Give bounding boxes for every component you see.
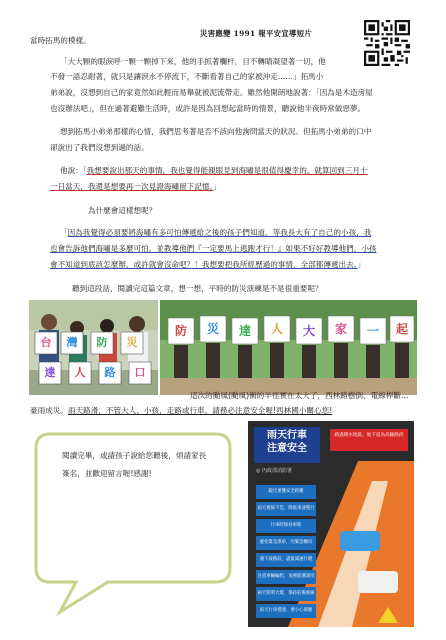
letter-card: 起 [395,322,408,336]
caption-highlight: 雨天路滑，不管大人、小孩，走路或行車，請務必注意安全喔!西林國小關心您! [67,406,333,415]
poster-title: 注意安全 [267,443,307,454]
letter-card: 人 [74,366,86,379]
highlighted-quote: 因為我覺得必須要將海嘯有多可怕傳遞給之後的孩子們知道。等我長大有了自己的小孩，我 [67,228,372,237]
text-line: 當時拓馬的模樣。 [30,36,91,45]
letter-card: 一 [366,324,379,338]
letter-card: 灣 [66,336,78,349]
poster-title: 雨天行車 [267,430,307,441]
caption-prefix: 豪雨成災。 [30,406,68,415]
letter-card: 人 [270,322,283,336]
photo-caption-line [30,404,332,418]
text-line: 為什麼會這樣想呢？ [88,206,157,215]
letter-card: 台 [40,336,52,349]
quote-prefix: 他說：「 [60,166,87,175]
quote-end: 」 [357,260,366,269]
letter-card: 口 [134,366,146,379]
poster-tip: 行車時保持車距 [256,519,316,533]
text-line [60,226,371,240]
letter-card: 達 [44,366,56,379]
poster-tip: 避免緊急煞車，勿緊急轉向 [256,536,316,550]
highlighted-quote: 會不知道到底該怎麼辦，或許就會沒命吧？！我想要把我所經歷過的事情，全部都傳遞出去。 [50,260,358,269]
poster-tip: 遇下坡路段，盡量減速行駛 [256,553,316,567]
highlighted-quote: 我想要說出那天的事情，我也覺得能親眼見到海嘯是很值得慶幸的。就算回到三月十 [86,166,368,175]
text-line [50,242,377,256]
bubble-line-2: 簽名，並歡迎留言喔!感謝! [62,469,152,478]
letter-card: 防 [174,324,187,338]
letter-card: 家 [334,322,347,336]
text-line [60,164,368,178]
letter-card: 災 [206,322,219,336]
highlighted-quote: 一日當天，我還是想要再一次見證海嘯留下記憶。 [50,182,214,191]
text-line: 聽到這段話，閱讀完這篇文章，想一想，平時的防災演練是不是很重要呢？ [72,284,323,293]
rain-safety-poster [248,421,414,627]
qr-code-icon [364,20,410,66]
poster-banner: 路過積水地區，地下道為高險路段 [334,433,404,438]
bubble-line-1: 閱讀完畢，或請孩子說給您聽後，煩請家長 [62,451,207,460]
text-line: 也沒辦法吧」，但在過著避難生活時，或許是因為回想起當時的情景，聽說他半夜時常做惡夢。 [50,104,366,113]
text-line: 想到拓馬小弟弟那樣的心情，我們思考著是否不該向他詢問當天的狀況。但拓馬小弟弟的口中 [60,127,372,136]
poster-tip: 雨天行車慢速，要小心駕駛 [256,604,316,618]
text-line: 「大大顆的眼淚呼一顆一顆掉下來，他的手抓著欄杆，目不轉睛凝望著一切，他 [60,57,326,66]
quote-prefix: 「 [60,228,68,237]
photo-caption-line: 這次的颱風(颱風)衝的半徑實在太大了，西林路樹倒、電線桿斷… [190,391,409,400]
text-line [50,180,221,194]
poster-tip: 範氏重疊安全距離 [256,485,316,499]
quote-end: 」 [213,182,221,191]
students-photo-right [160,300,417,395]
highlighted-quote: 也會告訴他們海嘯是多麼可怕，並教導他們『一定要馬上逃跑才行！』如果不好好教導他們，小孩 [50,244,377,253]
poster-tip: 注意車輛輪胎，加強胎溝深度 [256,570,316,584]
letter-card: 災 [126,336,138,349]
header-title: 災害應變 1991 報平安宣導短片 [200,29,313,38]
letter-card: 防 [96,336,108,349]
text-line [50,258,365,272]
text-line: 弟弟說，沒想到自己的家竟然如此輕而易舉就被泥流帶走。雖然他開朗地說著：「因為是木造房屋 [50,88,373,97]
text-line: 不發一語忍耐著，就只是讓淚水不停流下，不斷看著自己的家被沖走……」拓馬小 [50,72,324,81]
letter-card: 大 [302,324,315,338]
poster-subtitle: ◎ 內政部消防署 [256,468,292,474]
poster-tip: 雨天視線不佳，降低車速慢行 [256,502,316,516]
students-photo-left [29,300,158,395]
poster-tip: 兩天照明大燈，保持前後視線 [256,587,316,601]
text-line: 卻說出了我們沒想到過的話。 [50,143,149,152]
letter-card: 路 [104,366,116,379]
letter-card: 達 [238,324,251,338]
